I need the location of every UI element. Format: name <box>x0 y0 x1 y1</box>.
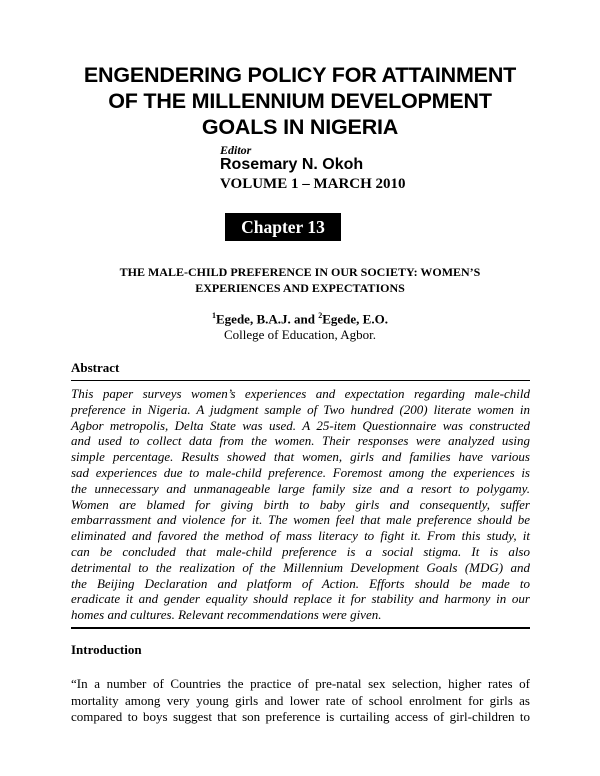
abstract-line: preference in Nigeria. A judgment sample of Two hundred (200) literate women in <box>71 401 530 417</box>
article-title <box>60 264 540 296</box>
book-title-line: ENGENDERING POLICY FOR ATTAINMENT <box>83 63 517 87</box>
volume-info: VOLUME 1 – MARCH 2010 <box>220 176 406 192</box>
author1-superscript: 1 <box>212 311 217 320</box>
abstract-line: sad experiences due to male-child preference. Foremost among the experiences is <box>71 464 530 480</box>
editor-name: Rosemary N. Okoh <box>220 156 364 173</box>
editor-label: Editor <box>220 143 252 157</box>
affiliation: College of Education, Agbor. <box>223 327 376 342</box>
chapter-label: Chapter 13 <box>225 213 341 241</box>
author1: Egede, B.A.J. and <box>216 311 319 327</box>
introduction-heading: Introduction <box>71 642 142 657</box>
abstract-line: homes and cultures. Relevant recommendations were given. <box>71 607 382 623</box>
book-title-line: GOALS IN NIGERIA <box>201 115 399 139</box>
abstract-heading: Abstract <box>71 360 120 375</box>
author2-superscript: 2 <box>318 311 323 320</box>
author2: Egede, E.O. <box>322 311 388 327</box>
abstract-line: detrimental to the realization of the Millennium Development Goals (MDG) and <box>71 559 530 575</box>
abstract-line: Women are blamed for giving birth to baby girls and consequently, suffer <box>71 496 530 512</box>
abstract-line: embarrassment and violence for it. The women feel that male preference should be <box>71 512 530 528</box>
abstract-line: eliminated and favored the method of mass literacy to fight it. From this study, it <box>71 528 530 544</box>
introduction-line: “In a number of Countries the practice of pre-natal sex selection, higher rates of <box>71 676 530 691</box>
book-title <box>40 62 560 140</box>
book-title-line: OF THE MILLENNIUM DEVELOPMENT <box>108 89 492 113</box>
introduction-line: compared to boys suggest that son preference is curtailing access of girl-children to <box>71 709 530 724</box>
introduction-body <box>71 676 530 726</box>
abstract-line: and used to collect data from the women. Their responses were analyzed using <box>71 433 530 449</box>
abstract-top-rule <box>71 380 530 381</box>
authors <box>40 311 560 327</box>
abstract-body <box>71 386 530 623</box>
abstract-line: the unnecessary and unmanageable large family size and a resort to polygamy. <box>71 480 530 496</box>
abstract-line: simple percentage. Results showed that women, girls and families have various <box>71 449 530 465</box>
article-title-line: THE MALE-CHILD PREFERENCE IN OUR SOCIETY: WOMEN’S <box>119 265 481 279</box>
abstract-line: This paper surveys women’s experiences and expectation regarding male-child <box>71 386 530 401</box>
abstract-line: can be concluded that male-child preference is a social stigma. It is also <box>71 543 530 559</box>
abstract-line: Agbor metropolis, Delta State was used. A 25-item Questionnaire was constructed <box>71 417 530 433</box>
article-title-line: EXPERIENCES AND EXPECTATIONS <box>195 281 405 295</box>
abstract-line: the Beijing Declaration and platform of Action. Efforts should be made to <box>71 575 530 591</box>
abstract-bottom-rule <box>71 627 530 629</box>
introduction-line: mortality among very young girls and lower rate of school enrolment for girls as <box>71 692 530 708</box>
abstract-line: eradicate it and gender equality should replace it for stability and harmony in our <box>71 591 530 607</box>
